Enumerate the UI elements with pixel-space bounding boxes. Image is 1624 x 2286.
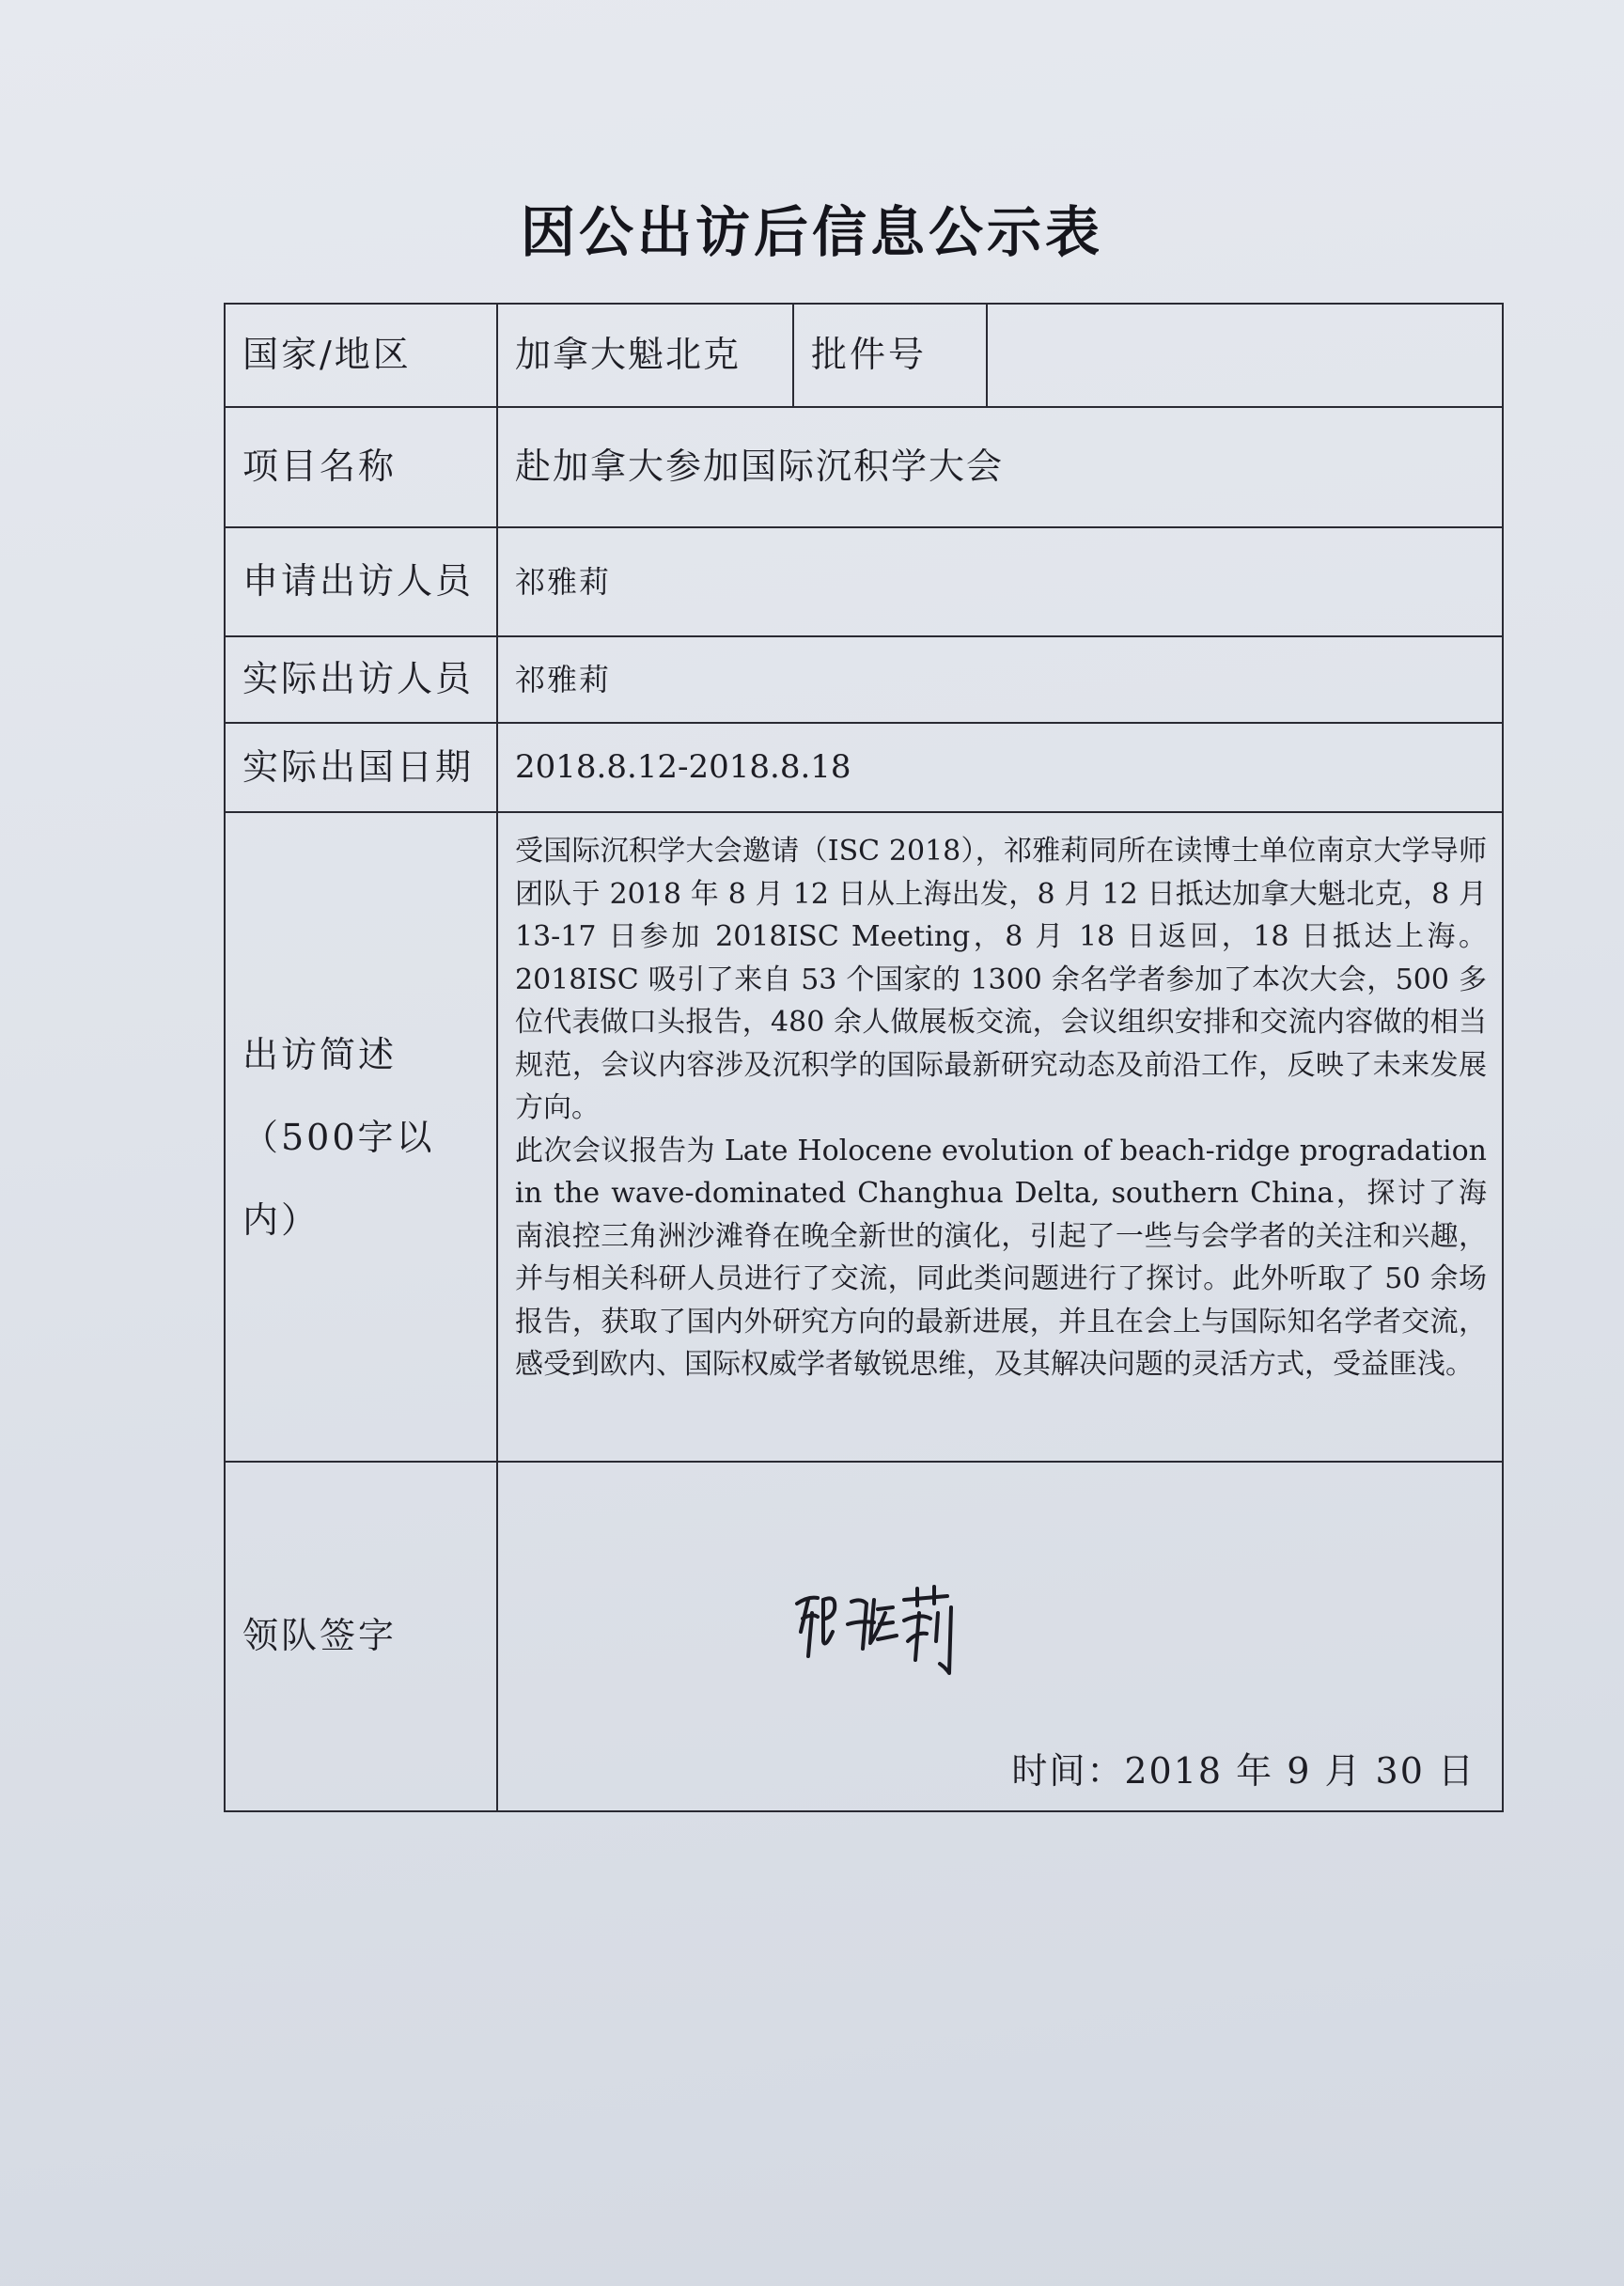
sign-date: 时间：2018 年 9 月 30 日 xyxy=(1011,1750,1476,1793)
sign-cell xyxy=(497,1462,1503,1811)
applicant-value: 祁雅莉 xyxy=(497,527,1503,636)
page-title: 因公出访后信息公示表 xyxy=(520,200,1103,264)
row-applicant xyxy=(225,527,1503,636)
actual-person-value: 祁雅莉 xyxy=(497,636,1503,723)
approval-value xyxy=(987,304,1503,407)
row-actual-person xyxy=(225,636,1503,723)
leader-sign-label: 领队签字 xyxy=(225,1462,497,1811)
country-value: 加拿大魁北克 xyxy=(497,304,793,407)
country-label: 国家/地区 xyxy=(225,304,497,407)
project-value: 赴加拿大参加国际沉积学大会 xyxy=(497,407,1503,527)
row-summary xyxy=(225,812,1503,1462)
actual-date-label: 实际出国日期 xyxy=(225,723,497,812)
info-table xyxy=(224,303,1504,1812)
row-actual-date xyxy=(225,723,1503,812)
summary-paragraph-2: 此次会议报告为 Late Holocene evolution of beach-ridge progradation in the wave-dominated Changhua Delta, southern China，探讨了海南浪控三角洲沙滩脊在晚全新世的演化，引起了一些与会学者的关注和兴趣，并与相关科研人员进行了交流，同此类问题进行了探讨。此外听取了 50 余场报告，获取了国内外研究方向的最新进展，并且在会上与国际知名学者交流，感受到欧内、国际权威学者敏锐思维，及其解决问题的灵活方式，受益匪浅。 xyxy=(515,1134,1487,1381)
row-country xyxy=(225,304,1503,407)
row-leader-sign xyxy=(225,1462,1503,1811)
summary-value xyxy=(497,812,1503,1462)
row-project xyxy=(225,407,1503,527)
project-label: 项目名称 xyxy=(225,407,497,527)
actual-date-value: 2018.8.12-2018.8.18 xyxy=(497,723,1503,812)
summary-label: 出访简述（500字以内） xyxy=(225,812,497,1462)
applicant-label: 申请出访人员 xyxy=(225,527,497,636)
actual-person-label: 实际出访人员 xyxy=(225,636,497,723)
summary-paragraph-1: 受国际沉积学大会邀请（ISC 2018），祁雅莉同所在读博士单位南京大学导师团队于 2018 年 8 月 12 日从上海出发，8 月 12 日抵达加拿大魁北克，8 月 13-17 日参加 2018ISC Meeting，8 月 18 日返回，18 日抵达上海。2018ISC 吸引了来自 53 个国家的 1300 余名学者参加了本次大会，500 多位代表做口头报告，480 余人做展板交流，会议组织安排和交流内容做的相当规范，会议内容涉及沉积学的国际最新研究动态及前沿工作，反映了未来发展方向。 xyxy=(515,835,1487,1124)
handwritten-signature xyxy=(780,1575,968,1679)
approval-label: 批件号 xyxy=(793,304,987,407)
